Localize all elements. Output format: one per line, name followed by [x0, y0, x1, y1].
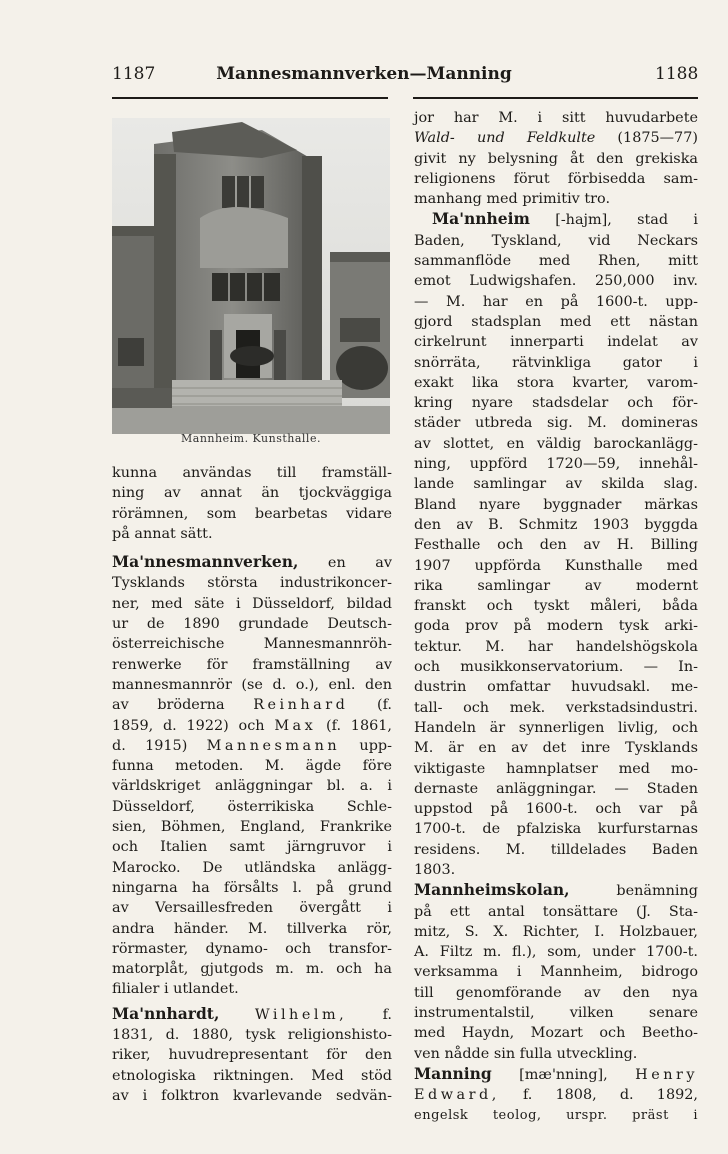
text-line: Baden, Tyskland, vid Neckars	[414, 232, 698, 249]
text-line: av bröderna Reinhard (f.	[112, 697, 392, 714]
text-line: ningarna ha försålts l. på grund	[112, 879, 392, 896]
text-line: av i folktron kvarlevande sedvän-	[112, 1087, 392, 1104]
page-number-right: 1188	[655, 64, 699, 84]
right-column	[414, 108, 698, 1126]
text-line: tektur. M. har handelshögskola	[414, 638, 698, 655]
entry-heading-line: Ma'nnhardt, Wilhelm, f.	[112, 1003, 393, 1023]
text-line: verksamma i Mannheim, bidrogo	[414, 964, 698, 981]
text-line: snörräta, rätvinkliga gator i	[414, 354, 698, 371]
text-line: kunna användas till framställ-	[112, 465, 392, 481]
text-line: rörmaster, dynamo- och transfor-	[112, 940, 392, 957]
text-line: instrumentalstil, vilken senare	[414, 1005, 698, 1022]
text-line: gjord stadsplan med ett nästan	[414, 313, 698, 330]
text-line: ven nådde sin fulla utveckling.	[414, 1045, 638, 1062]
text-line: av slottet, en väldig barockanlägg-	[414, 435, 698, 452]
text-line: etnologiska riktningen. Med stöd	[112, 1067, 392, 1084]
text-line: filialer i utlandet.	[112, 981, 239, 998]
text-line: givit ny belysning åt den grekiska	[414, 150, 698, 167]
page-number-left: 1187	[112, 64, 156, 84]
text-line: matorplåt, gjutgods m. m. och ha	[112, 961, 392, 978]
text-line: och Italien samt järngruvor i	[112, 839, 392, 856]
text-line: religionens förut förbisedda sam-	[414, 170, 698, 187]
text-line: — M. har en på 1600-t. upp-	[414, 293, 698, 310]
kunsthalle-photo	[112, 118, 390, 434]
text-line: riker, huvudrepresentant för den	[112, 1047, 392, 1064]
text-line: sien, Böhmen, England, Frankrike	[112, 819, 392, 836]
text-line: mannesmannrör (se d. o.), enl. den	[112, 676, 392, 693]
text-line: 1831, d. 1880, tysk religionshisto-	[112, 1027, 392, 1044]
text-line: ur de 1890 grundade Deutsch-	[112, 616, 392, 633]
text-line: Edward, f. 1808, d. 1892,	[414, 1087, 698, 1104]
entry-heading-line: Ma'nnesmannverken, en av	[112, 552, 392, 572]
text-line: emot Ludwigshafen. 250,000 inv.	[414, 273, 698, 290]
text-line: Marocko. De utländska anlägg-	[112, 859, 392, 876]
text-line: städer utbreda sig. M. domineras	[414, 415, 698, 432]
text-line: exakt lika stora kvarter, varom-	[414, 374, 698, 391]
entry-heading-line: Mannheimskolan, benämning	[414, 880, 698, 900]
text-line: rörämnen, som bearbetas vidare	[112, 505, 392, 522]
text-line: ner, med säte i Düsseldorf, bildad	[112, 595, 392, 612]
text-line: funna metoden. M. ägde före	[112, 758, 392, 775]
text-line: 1803.	[414, 861, 456, 878]
text-line: engelsk teolog, urspr. präst i	[414, 1107, 698, 1123]
text-line: Wald- und Feldkulte (1875—77)	[414, 130, 698, 147]
text-line: residens. M. tilldelades Baden	[414, 841, 698, 858]
text-line: kring nyare stadsdelar och för-	[414, 395, 698, 412]
text-line: cirkelrunt innerparti indelat av	[414, 334, 698, 351]
entry-heading-line: Ma'nnheim [-hajm], stad i	[432, 209, 698, 229]
running-title: Mannesmannverken—Manning	[216, 64, 512, 84]
text-line: 1859, d. 1922) och Max (f. 1861,	[112, 717, 392, 734]
text-line: 1700-t. de pfalziska kurfurstarnas	[414, 821, 698, 838]
text-line: d. 1915) Mannesmann upp-	[112, 737, 392, 754]
text-line: goda prov på modern tysk arki-	[414, 618, 698, 635]
text-line: och musikkonservatorium. — In-	[414, 659, 698, 676]
text-line: på annat sätt.	[112, 525, 213, 542]
text-line: tall- och mek. verkstadsindustri.	[414, 699, 698, 716]
text-line: till genomförande av den nya	[414, 984, 698, 1001]
text-line: Düsseldorf, österrikiska Schle-	[112, 798, 392, 815]
text-line: ning, uppförd 1720—59, innehål-	[414, 456, 698, 473]
text-line: ning av annat än tjockväggiga	[112, 485, 392, 502]
text-line: sammanflöde med Rhen, mitt	[414, 253, 698, 270]
text-line: franskt och tyskt måleri, båda	[414, 598, 698, 615]
text-line: manhang med primitiv tro.	[414, 191, 611, 208]
left-column	[112, 463, 392, 1106]
photo-caption: Mannheim. Kunsthalle.	[181, 432, 321, 445]
text-line: österreichische Mannesmannröh-	[112, 636, 392, 653]
text-line: lande samlingar av skilda slag.	[414, 476, 698, 493]
text-line: Tysklands största industrikoncer-	[112, 575, 392, 592]
text-line: rika samlingar av modernt	[414, 577, 698, 594]
text-line: Festhalle och den av H. Billing	[414, 537, 698, 554]
text-line: världskriget anläggningar bl. a. i	[112, 778, 392, 795]
text-line: A. Filtz m. fl.), som, under 1700-t.	[414, 944, 698, 961]
text-line: M. är en av det inre Tysklands	[414, 740, 698, 757]
text-line: renwerke för framställning av	[112, 656, 392, 673]
text-line: jor har M. i sitt huvudarbete	[414, 110, 698, 126]
text-line: dernaste anläggningar. — Staden	[414, 780, 698, 797]
text-line: den av B. Schmitz 1903 byggda	[414, 516, 698, 533]
entry-heading-line: Manning [mæ'nning], Henry	[414, 1063, 698, 1083]
text-line: uppstod på 1600-t. och var på	[414, 801, 698, 818]
header-rule-left	[112, 97, 388, 99]
text-line: av Versaillesfreden övergått i	[112, 900, 392, 917]
text-line: på ett antal tonsättare (J. Sta-	[414, 903, 698, 920]
header-rule-right	[413, 97, 698, 99]
text-line: Bland nyare byggnader märkas	[414, 496, 698, 513]
text-line: viktigaste hamnplatser med mo-	[414, 760, 698, 777]
text-line: Handeln är synnerligen livlig, och	[414, 719, 698, 736]
text-line: mitz, S. X. Richter, I. Holzbauer,	[414, 923, 698, 940]
text-line: andra händer. M. tillverka rör,	[112, 920, 392, 937]
text-line: 1907 uppförda Kunsthalle med	[414, 557, 698, 574]
text-line: dustrin omfattar huvudsakl. me-	[414, 679, 698, 696]
text-line: med Haydn, Mozart och Beetho-	[414, 1025, 698, 1042]
